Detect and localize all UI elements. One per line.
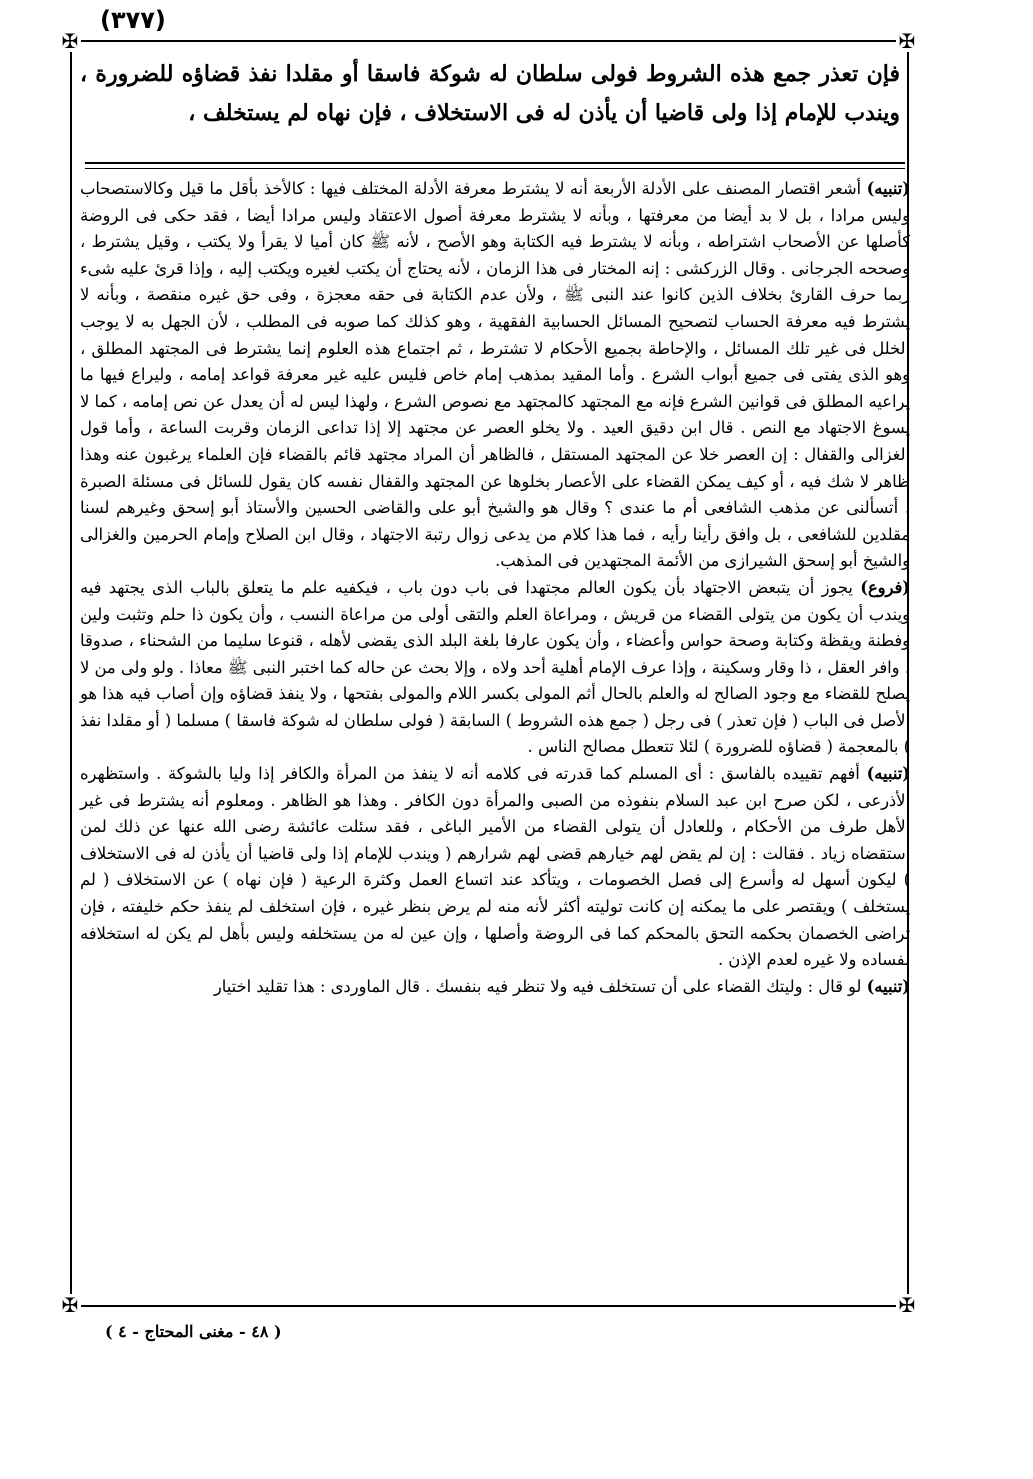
- main-matn-text: فإن تعذر جمع هذه الشروط فولى سلطان له شوكة فاسقا أو مقلدا نفذ قضاؤه للضرورة ، ويندب للإمام إذا ولى قاضيا أن يأذن له فى الاستخلاف ، فإن نهاه لم يستخلف ،: [80, 61, 900, 126]
- corner-ornament-icon: ✠: [896, 1294, 918, 1316]
- frame-bottom-line: [60, 1305, 910, 1307]
- commentary-paragraph: [80, 974, 910, 1001]
- corner-ornament-icon: ✠: [59, 30, 81, 52]
- separator-line: [85, 162, 905, 164]
- paragraph-label: (تنبيه): [866, 179, 910, 198]
- commentary-body: [80, 176, 910, 1000]
- paragraph-label: (تنبيه): [866, 764, 910, 784]
- paragraph-text: أشعر اقتصار المصنف على الأدلة الأربعة أنه لا يشترط معرفة الأدلة المختلف فيها : كالأخذ بأقل ما قيل وكالاستصحاب وليس مرادا ، بل لا بد أيضا من معرفتها ، وبأنه لا يشترط معرفة أصول الاعتقاد وليس مرادا أيضا ، فقد حكى فى الروضة كأصلها عن الأصحاب اشتراطه ، وبأنه لا يشترط فيه الكتابة وهو الأصح ، لأنه ﷺ كان أميا لا يقرأ ولا يكتب ، وقيل يشترط ، وصححه الجرجانى . وقال الزركشى : إنه المختار فى هذا الزمان ، لأنه يحتاج أن يكتب لغيره ويكتب إليه ، وإذا قرئ عليه شىء ربما حرف القارئ بخلاف الذين كانوا عند النبى ﷺ ، ولأن عدم الكتابة فى حقه معجزة ، وفى حق غيره منقصة ، وبأنه لا يشترط فيه معرفة الحساب لتصحيح المسائل الحسابية الفقهية ، وهو كذلك كما صوبه فى المطلب ، لأن الجهل به لا يوجب الخلل فى غير تلك المسائل ، والإحاطة بجميع الأحكام لا تشترط ، ثم اجتماع هذه العلوم إنما يشترط فى المجتهد المطلق ، وهو الذى يفتى فى جميع أبواب الشرع . وأما المقيد بمذهب إمام خاص فليس عليه غير معرفة قواعد إمامه ، وليراع فيها ما يراعيه المطلق فى قوانين الشرع فإنه مع المجتهد كالمجتهد مع نصوص الشرع ، ولهذا ليس له أن يعدل عن نص إمامه ، كما لا يسوغ الاجتهاد مع النص . قال ابن دقيق العيد . ولا يخلو العصر عن مجتهد إلا إذا تداعى الزمان وقربت الساعة ، وأما قول الغزالى والقفال : إن العصر خلا عن المجتهد المستقل ، فالظاهر أن المراد مجتهد قائم بالقضاء فإن العلماء يرغبون عنه وهذا ظاهر لا شك فيه ، أو كيف يمكن القضاء على الأعصار بخلوها عن المجتهد والقفال نفسه كان يقول للسائل فى مسئلة الصبرة . أتسألنى عن مذهب الشافعى أم ما عندى ؟ وقال هو والشيخ أبو على والقاضى الحسين والأستاذ أبو إسحق وغيرهم لسنا مقلدين للشافعى ، بل وافق رأينا رأيه ، فما هذا كلام من يدعى زوال رتبة الاجتهاد ، وقال ابن الصلاح وإمام الحرمين والغزالى والشيخ أبو إسحق الشيرازى من الأئمة المجتهدين فى المذهب.: [80, 179, 910, 571]
- separator-line-thin: [85, 168, 905, 169]
- footer-signature: ( ٤٨ - مغنى المحتاج - ٤ ): [105, 1322, 282, 1341]
- paragraph-text: أفهم تقييده بالفاسق : أى المسلم كما قدرته فى كلامه أنه لا ينفذ من المرأة والكافر إذا وليا بالشوكة . واستظهره الأذرعى ، لكن صرح ابن عبد السلام بنفوذه من الصبى والمرأة دون الكافر . وهذا هو الظاهر . ومعلوم أنه يشترط فى غير الأهل طرف من الأحكام ، وللعادل أن يتولى القضاء من الأمير الباغى ، فقد سئلت عائشة رضى الله عنها عن ذلك لمن استقضاه زياد . فقالت : إن لم يقض لهم خيارهم قضى لهم شرارهم ( ويندب للإمام إذا ولى قاضيا أن يأذن له فى الاستخلاف ) ليكون أسهل له وأسرع إلى فصل الخصومات ، ويتأكد عند اتساع العمل وكثرة الرعية ( فإن نهاه ) عن الاستخلاف ( لم يستخلف ) ويقتصر على ما يمكنه إن كانت توليته أكثر لأنه منه لم يرض بنظر غيره ، فإن استخلف لم ينفذ حكم خليفته ، فإن تراضى الخصمان بحكمه التحق بالمحكم كما فى الروضة وأصلها ، وإن عين له من يستخلفه وليس بأهل لم يكن له استخلافه لفساده ولا غيره لعدم الإذن .: [80, 764, 910, 970]
- paragraph-label: (فروع): [860, 577, 910, 597]
- corner-ornament-icon: ✠: [59, 1294, 81, 1316]
- frame-left-line: [70, 40, 72, 1305]
- frame-top-line: [60, 40, 910, 42]
- paragraph-label: (تنبيه): [866, 976, 910, 996]
- paragraph-text: يجوز أن يتبعض الاجتهاد بأن يكون العالم مجتهدا فى باب دون باب ، فيكفيه علم ما يتعلق بالباب الذى يجتهد فيه ويندب أن يكون من يتولى القضاء من قريش ، ومراعاة العلم والتقى أولى من مراعاة النسب ، وأن يكون ذا حلم وتثبت ولين وفطنة ويقظة وكتابة وصحة حواس وأعضاء ، وأن يكون عارفا بلغة البلد الذى يقضى لأهله ، قنوعا سليما من الشحناء ، صدوقا ، وافر العقل ، ذا وقار وسكينة ، وإذا عرف الإمام أهلية أحد ولاه ، وإلا بحث عن حاله كما اختبر النبى ﷺ معاذا . ولو ولى من لا يصلح للقضاء مع وجود الصالح له والعلم بالحال أثم المولى بكسر اللام والمولى بفتحها ، ولا ينفذ قضاؤه وإن أصاب فيه هذا هو الأصل فى الباب ( فإن تعذر ) فى رجل ( جمع هذه الشروط ) السابقة ( فولى سلطان له شوكة فاسقا ) مسلما ( أو مقلدا نفذ ) بالمعجمة ( قضاؤه للضرورة ) لئلا تتعطل مصالح الناس .: [80, 577, 910, 757]
- page-number: (٣٧٧): [100, 6, 166, 34]
- commentary-paragraph: [80, 176, 910, 575]
- commentary-paragraph: [80, 575, 910, 761]
- commentary-paragraph: [80, 761, 910, 974]
- corner-ornament-icon: ✠: [896, 30, 918, 52]
- paragraph-text: لو قال : وليتك القضاء على أن تستخلف فيه ولا تنظر فيه بنفسك . قال الماوردى : هذا تقليد اختيار: [213, 976, 862, 996]
